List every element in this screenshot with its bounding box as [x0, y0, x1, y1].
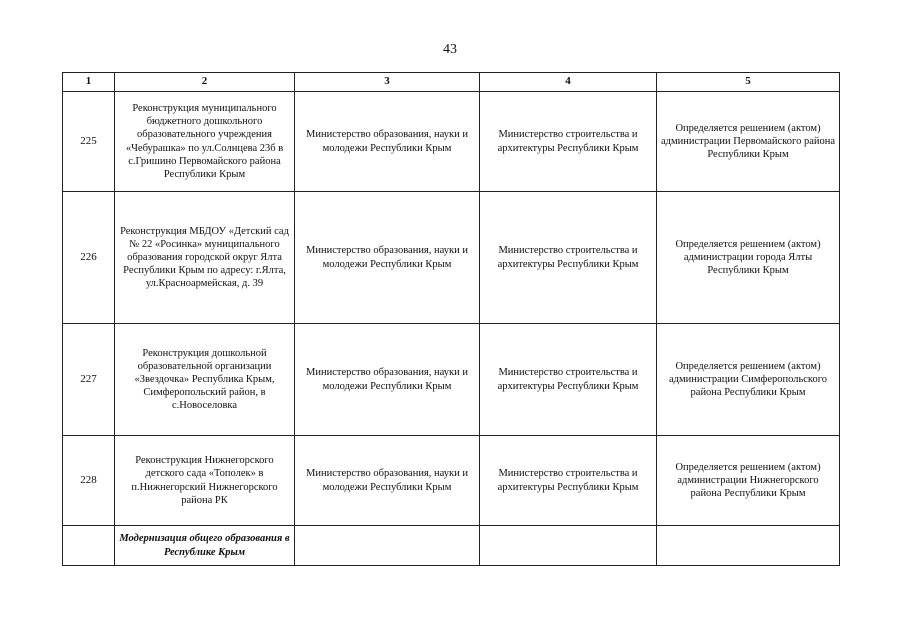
customer-cell: Министерство строительства и архитектуры Республики Крым [480, 436, 657, 526]
object-name: Реконструкция МБДОУ «Детский сад № 22 «Росинка» муниципального образования городской округ Ялта Республики Крым по адресу: г.Ялта, ул.Красноармейская, д. 39 [115, 192, 295, 324]
table-header-row [63, 73, 840, 92]
row-number: 226 [63, 192, 115, 324]
document-table [62, 72, 840, 566]
empty-cell [480, 526, 657, 566]
empty-cell [295, 526, 480, 566]
table-row [63, 92, 840, 192]
owner-cell: Определяется решением (актом) администрации Первомайского района Республики Крым [657, 92, 840, 192]
table-row [63, 324, 840, 436]
ministry-cell: Министерство образования, науки и молодежи Республики Крым [295, 192, 480, 324]
column-header-2: 2 [115, 73, 295, 92]
column-header-3: 3 [295, 73, 480, 92]
row-number: 228 [63, 436, 115, 526]
page-number: 43 [443, 42, 457, 57]
section-row [63, 526, 840, 566]
section-number-cell [63, 526, 115, 566]
object-name: Реконструкция Нижнегорского детского сада «Тополек» в п.Нижнегорский Нижнегорского района РК [115, 436, 295, 526]
column-header-5: 5 [657, 73, 840, 92]
customer-cell: Министерство строительства и архитектуры Республики Крым [480, 92, 657, 192]
section-title: Модернизация общего образования в Республике Крым [115, 526, 295, 566]
owner-cell: Определяется решением (актом) администрации Нижнегорского района Республики Крым [657, 436, 840, 526]
owner-cell: Определяется решением (актом) администрации Симферопольского района Республики Крым [657, 324, 840, 436]
object-name: Реконструкция дошкольной образовательной организации «Звездочка» Республика Крым, Симферопольский район, в с.Новоселовка [115, 324, 295, 436]
object-name: Реконструкция муниципального бюджетного дошкольного образовательного учреждения «Чебурашка» по ул.Солнцева 23б в с.Гришино Первомайского района Республики Крым [115, 92, 295, 192]
ministry-cell: Министерство образования, науки и молодежи Республики Крым [295, 324, 480, 436]
column-header-4: 4 [480, 73, 657, 92]
row-number: 227 [63, 324, 115, 436]
owner-cell: Определяется решением (актом) администрации города Ялты Республики Крым [657, 192, 840, 324]
table-row [63, 192, 840, 324]
column-header-1: 1 [63, 73, 115, 92]
customer-cell: Министерство строительства и архитектуры Республики Крым [480, 324, 657, 436]
ministry-cell: Министерство образования, науки и молодежи Республики Крым [295, 92, 480, 192]
table-row [63, 436, 840, 526]
ministry-cell: Министерство образования, науки и молодежи Республики Крым [295, 436, 480, 526]
customer-cell: Министерство строительства и архитектуры Республики Крым [480, 192, 657, 324]
row-number: 225 [63, 92, 115, 192]
empty-cell [657, 526, 840, 566]
